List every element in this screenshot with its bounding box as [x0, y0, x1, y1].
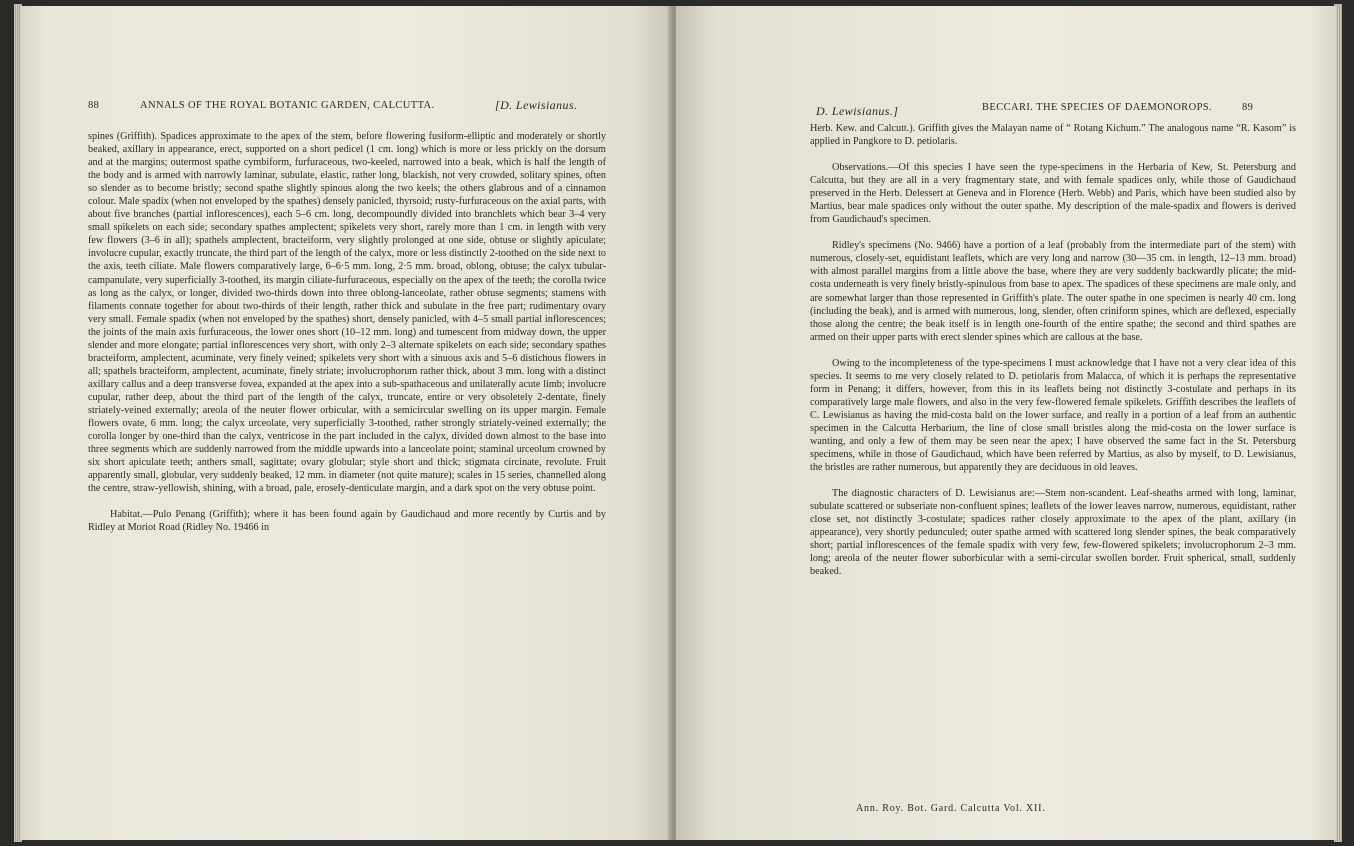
right-paragraph-owing: Owing to the incompleteness of the type-specimens I must acknowledge that I have not a very clear idea of this species. It seems to me very closely related to D. petiolaris from Malacca, of which it is perhaps the representative form in Penang; it differs, however, from this in its leaflets being not distinctly 3-costulate and perhaps in its comparatively large male flowers, and also in the very few-flowered female spikelets. Griffith describes the leaflets of C. Lewisianus as having the mid-costa bald on the lower surface, and really in a portion of a leaf from an authentic specimen in the Calcutta Herbarium, the line of close small bristles along the mid-costa on the lower surface is wanting, and only a few of them may be seen near the apex; I have observed the same fact in the St. Petersburg specimens, while in those of Gaudichaud, which have been referred by Martius, as also by myself, to D. Lewisianus, the bristles are rather numerous, but apparently they are deciduous in old leaves.	[810, 357, 1296, 474]
left-paragraph-description: spines (Griffith). Spadices approximate to the apex of the stem, before flowering fusiform-elliptic and moderately or shortly beaked, axillary in appearance, erect, supported on a short pedicel (1 cm. long) which is more or less prickly on the dorsum and at the margins; outermost spathe cymbiform, furfuraceous, two-keeled, narrowed into a beak, which is half the length of the body and is armed with narrowly laminar, subulate, elastic, rather long, blackish, not very crowded, solitary spines, often so slender as to become bristly; second spathe slightly spinous along the two keels; the others glabrous and of a cinnamon colour. Male spadix (when not enveloped by the spathes) densely panicled, thyrsoid; rusty-furfuraceous on the axial parts, with about five branches (partial inflorescences), each 5–6 cm. long, decompoundly divided into branchlets which bear 3–4 very small spikelets on each side; secondary spathes amplectent; spikelets very short, rarely more than 1 cm. in length with very few flowers (3–6 in all); spathels amplectent, bracteiform, very slightly prolonged at one side, obtuse or slightly apiculate; involucre cupular, exactly truncate, the third part of the length of the calyx, more or less distinctly 2-toothed on the side next to the axis, teeth ciliate. Male flowers comparatively large, 6–6·5 mm. long, 2·5 mm. broad, oblong, obtuse; the calyx tubular-campanulate, very superficially 3-toothed, its margin ciliate-furfuraceous, especially on the apex of the teeth; the corolla twice as long as the calyx, or longer, divided two-thirds down into three oblong-lanceolate, rather obtuse segments; stamens with filaments connate together for about two-thirds of their length, rather thick and subulate in the free part; rudimentary ovary very small. Female spadix (when not enveloped by the spathes) short, densely panicled, with 4–5 small partial inflorescences; the joints of the main axis furfuraceous, the lower ones short (10–12 mm. long) and tumescent from midway down, the upper slender and more elongate; partial inflorescences very short, with only 2–3 alternate spikelets on each side; secondary spathes bracteiform, amplectent, acuminate, very finely veined; spikelets very short with a sinuous axis and 5–6 distichous flowers in all; spathels bracteiform, amplectent, acuminate, finely striate; involucrophorum rather thick, about 3 mm. long with a distinct axillary callus and a deep transverse fovea, expanded at the apex into a sub-spathaceous and unilaterally acute limb; involucre cupular, rather deep, about the third part of the length of the calyx, truncate, entire or very obsoletely 2-dentate, finely striately-veined externally; areola of the neuter flower orbicular, with a semicircular swelling on its upper margin. Female flowers ovate, 6 mm. long; the calyx urceolate, very superficially 3-toothed, rather strongly striately-veined externally; the corolla longer by one-third than the calyx, ventricose in the part included in the calyx, divided down almost to the base into three segments which are suddenly narrowed from the middle upwards into a lanceolate point; staminal urceolum crowned by six short apiculate teeth; anthers small, sagittate; ovary globular; style short and thick; stigmata circinate, revolute. Fruit apparently small, globular, very suddenly beaked, 12 mm. in diameter (not quite mature); scales in 15 series, channelled along the centre, straw-yellowish, shining, with a broad, pale, erosely-denticulate margin, and a dark spot on the very obtuse point.	[88, 131, 606, 495]
right-page	[676, 6, 1336, 840]
right-paragraph-observations: Observations.—Of this species I have seen the type-specimens in the Herbaria of Kew, St. Petersburg and Calcutta, but they are all in a very fragmentary state, and with female spadices only, while those of Gaudichaud preserved in the Herb. Delessert at Geneva and in Florence (Herb. Webb) and Paris, which have been studied also by Martius, bear male spadices only without the outer spathe. My description of the male-spadix and flowers is derived from Gaudichaud's specimen.	[810, 162, 1296, 226]
left-running-title: ANNALS OF THE ROYAL BOTANIC GARDEN, CALCUTTA.	[140, 100, 435, 111]
right-page-number: 89	[1242, 102, 1254, 113]
left-body-text	[88, 130, 606, 534]
right-running-species: D. Lewisianus.]	[816, 104, 899, 118]
left-page-number: 88	[88, 100, 100, 111]
left-paragraph-habitat: Habitat.—Pulo Penang (Griffith); where it has been found again by Gaudichaud and more recently by Curtis and by Ridley at Moriot Road (Ridley No. 19466 in	[88, 509, 606, 534]
right-paragraph-herb: Herb. Kew. and Calcutt.). Griffith gives the Malayan name of “ Rotang Kichum.” The analogous name “R. Kasom” is applied in Pangkore to D. petiolaris.	[810, 123, 1296, 148]
left-running-species: [D. Lewisianus.	[495, 98, 578, 112]
left-page	[20, 6, 672, 840]
right-paragraph-diagnostic: The diagnostic characters of D. Lewisianus are:—Stem non-scandent. Leaf-sheaths armed with long, laminar, subulate scattered or subseriate non-confluent spines; leaflets of the lower leaves narrow, numerous, equidistant, rather close set, not distinctly 3-costulate; spadices rather closely approximate to the apex of the plant, axillary (in appearance), very shortly pedunculed; outer spathe armed with scattered long slender spines, the beak comparatively short; partial inflorescences of the female spadix with very few, few-flowered spikelets; involucrophorum 2–3 mm. long; areola of the neuter flower suborbicular with a semi-circular swollen border. Fruit spherical, small, suddenly beaked.	[810, 488, 1296, 578]
right-page-footer: Ann. Roy. Bot. Gard. Calcutta Vol. XII.	[856, 803, 1046, 814]
right-paragraph-ridley: Ridley's specimens (No. 9466) have a portion of a leaf (probably from the intermediate part of the stem) with numerous, closely-set, equidistant leaflets, which are very long and narrow (30—35 cm. in length, 12–13 mm. broad) with almost parallel margins from a little above the base, where they are very suddenly backwardly plicate; the mid-costa underneath is very finely bristly-spinulous from base to apex. The spadices of these specimens are male only, and are somewhat larger than those represented in Griffith's plate. The outer spathe in one specimen is nearly 40 cm. long (including the beak), and is armed with numerous, long, slender, often criniform spines, which are deflexed, especially those along the centre; the beak itself is in length one-fourth of the entire spathe; the second and third spathes are armed on their upper parts with erect slender spines which are callous at the base.	[810, 240, 1296, 343]
right-running-title: BECCARI. THE SPECIES OF DAEMONOROPS.	[982, 102, 1213, 113]
right-body-text	[810, 122, 1296, 578]
